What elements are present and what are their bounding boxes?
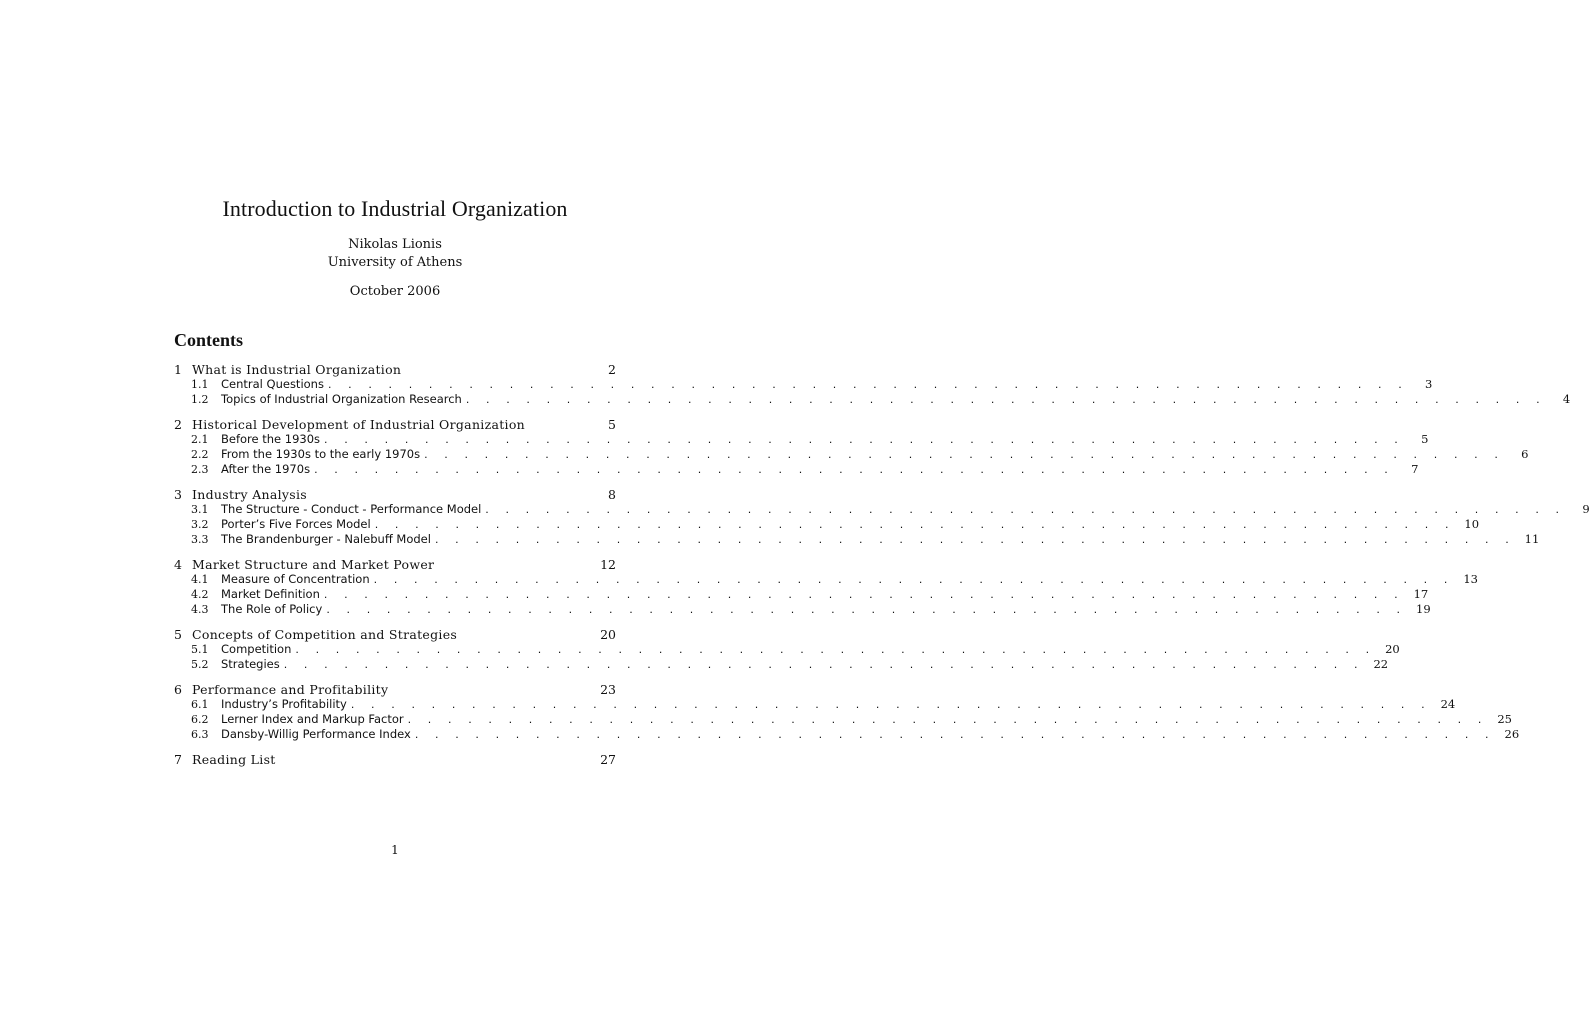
toc-subsection-title: Central Questions [221,377,324,391]
toc-subsection-number: 6.1 [191,698,209,711]
toc-subsection-number: 1.1 [191,378,209,391]
toc-subsection-entry[interactable] [174,602,1431,617]
toc-section [174,487,1590,547]
toc-subsection-title: The Brandenburger - Nalebuff Model [221,532,431,546]
toc-subsection-page: 20 [1385,642,1400,656]
table-of-contents [174,362,1590,777]
toc-section-entry[interactable] [174,557,616,572]
toc-section-number: 7 [174,752,182,767]
dot-leader: . . . . . . . . . . . . . . . . . . . . . . . . . . . . . . . . . . . . . . . . . . . . . . . . . . . . . . [295,643,1376,656]
toc-section-entry[interactable] [174,362,616,377]
toc-subsection-page: 7 [1411,462,1419,476]
toc-subsection-page: 10 [1464,517,1480,531]
toc-section-number: 2 [174,417,182,432]
toc-section [174,752,616,767]
toc-subsection-number: 1.2 [191,393,209,406]
toc-subsection-number: 4.2 [191,588,209,601]
page-number: 1 [391,843,399,857]
toc-subsection-entry[interactable] [174,697,1456,712]
toc-subsection-number: 3.1 [191,503,209,516]
dot-leader: . . . . . . . . . . . . . . . . . . . . . . . . . . . . . . . . . . . . . . . . . . . . . . . . . . . . . . [407,713,1488,726]
toc-subsection-page: 4 [1562,392,1571,406]
toc-section [174,417,1529,477]
toc-section-entry[interactable] [174,417,616,432]
toc-subsection-entry[interactable] [174,432,1429,447]
toc-subsection-entry[interactable] [174,727,1520,742]
toc-section [174,362,1571,407]
toc-section-page: 8 [608,487,616,502]
dot-leader: . . . . . . . . . . . . . . . . . . . . . . . . . . . . . . . . . . . . . . . . . . . . . . . . . . . . . . [373,573,1454,586]
toc-section-page: 27 [600,752,616,767]
document-date: October 2006 [349,284,441,299]
toc-subsection-entry[interactable] [174,462,1419,477]
toc-section-number: 1 [174,362,182,377]
toc-section-title: Historical Development of Industrial Organization [192,417,526,432]
dot-leader: . . . . . . . . . . . . . . . . . . . . . . . . . . . . . . . . . . . . . . . . . . . . . . . . . . . . . . [327,378,1409,391]
toc-section [174,682,1520,742]
toc-subsection-title: Market Definition [221,587,320,601]
toc-subsection-entry[interactable] [174,642,1400,657]
dot-leader: . . . . . . . . . . . . . . . . . . . . . . . . . . . . . . . . . . . . . . . . . . . . . . . . . . . . . . [283,658,1365,671]
toc-subsection-page: 13 [1463,572,1478,586]
toc-subsection-entry[interactable] [174,712,1512,727]
toc-subsection-number: 2.3 [191,463,209,476]
toc-subsection-title: Dansby-Willig Performance Index [221,727,411,741]
dot-leader: . . . . . . . . . . . . . . . . . . . . . . . . . . . . . . . . . . . . . . . . . . . . . . . . . . . . . . [326,603,1407,616]
toc-subsection-title: Measure of Concentration [221,572,370,586]
toc-subsection-title: From the 1930s to the early 1970s [221,447,421,461]
toc-subsection-number: 3.2 [191,518,209,531]
dot-leader: . . . . . . . . . . . . . . . . . . . . . . . . . . . . . . . . . . . . . . . . . . . . . . . . . . . . . . [434,533,1516,546]
toc-section-entry[interactable] [174,627,616,642]
dot-leader: . . . . . . . . . . . . . . . . . . . . . . . . . . . . . . . . . . . . . . . . . . . . . . . . . . . . . . [424,448,1505,461]
toc-subsection-number: 2.1 [191,433,209,446]
toc-subsection-page: 26 [1504,727,1520,741]
toc-subsection-page: 11 [1524,532,1540,546]
toc-subsection-entry[interactable] [174,532,1540,547]
toc-section-page: 23 [600,682,616,697]
toc-subsection-entry[interactable] [174,502,1590,517]
toc-section-title: Performance and Profitability [192,682,389,697]
toc-section-number: 4 [174,557,182,572]
toc-subsection-number: 3.3 [191,533,209,546]
toc-subsection-page: 5 [1421,432,1429,446]
toc-subsection-title: The Role of Policy [221,602,323,616]
toc-subsection-title: Competition [221,642,292,656]
toc-subsection-title: Topics of Industrial Organization Research [221,392,462,406]
toc-section [174,557,1478,617]
toc-section-title: Reading List [192,752,276,767]
document-title: Introduction to Industrial Organization [222,196,568,221]
toc-section-number: 6 [174,682,182,697]
author-name: Nikolas Lionis [348,237,442,252]
toc-subsection-number: 6.3 [191,728,209,741]
toc-subsection-number: 4.1 [191,573,209,586]
toc-section-page: 5 [608,417,616,432]
toc-subsection-title: Porter’s Five Forces Model [221,517,371,531]
toc-section-entry[interactable] [174,752,616,767]
contents-heading: Contents [174,330,244,350]
toc-subsection-title: After the 1970s [221,462,311,476]
toc-subsection-number: 5.1 [191,643,209,656]
toc-subsection-number: 6.2 [191,713,209,726]
toc-subsection-entry[interactable] [174,517,1480,532]
toc-section-number: 5 [174,627,182,642]
dot-leader: . . . . . . . . . . . . . . . . . . . . . . . . . . . . . . . . . . . . . . . . . . . . . . . . . . . . . . [350,698,1432,711]
toc-subsection-title: Lerner Index and Markup Factor [221,712,404,726]
toc-section-page: 2 [608,362,616,377]
toc-subsection-page: 25 [1497,712,1512,726]
toc-subsection-entry[interactable] [174,587,1429,602]
toc-subsection-title: The Structure - Conduct - Performance Model [221,502,482,516]
toc-section-entry[interactable] [174,487,616,502]
toc-subsection-entry[interactable] [174,447,1529,462]
toc-section-title: Market Structure and Market Power [192,557,435,572]
dot-leader: . . . . . . . . . . . . . . . . . . . . . . . . . . . . . . . . . . . . . . . . . . . . . . . . . . . . . . [323,588,1405,601]
toc-section-number: 3 [174,487,182,502]
toc-subsection-title: Before the 1930s [221,432,321,446]
toc-subsection-page: 9 [1582,502,1590,516]
toc-subsection-page: 24 [1440,697,1456,711]
toc-subsection-number: 2.2 [191,448,209,461]
author-affiliation: University of Athens [327,255,463,270]
toc-subsection-title: Strategies [221,657,280,671]
toc-section-title: Industry Analysis [192,487,308,502]
toc-subsection-entry[interactable] [174,392,1571,407]
toc-section-page: 12 [600,557,616,572]
toc-section-entry[interactable] [174,682,616,697]
toc-subsection-page: 6 [1521,447,1529,461]
toc-section-title: What is Industrial Organization [192,362,402,377]
dot-leader: . . . . . . . . . . . . . . . . . . . . . . . . . . . . . . . . . . . . . . . . . . . . . . . . . . . . . . [374,518,1456,531]
toc-section-page: 20 [600,627,616,642]
dot-leader: . . . . . . . . . . . . . . . . . . . . . . . . . . . . . . . . . . . . . . . . . . . . . . . . . . . . . . [485,503,1566,516]
dot-leader: . . . . . . . . . . . . . . . . . . . . . . . . . . . . . . . . . . . . . . . . . . . . . . . . . . . . . . [314,463,1395,476]
toc-subsection-entry[interactable] [174,657,1389,672]
toc-subsection-page: 22 [1373,657,1389,671]
toc-subsection-page: 19 [1416,602,1431,616]
toc-section-title: Concepts of Competition and Strategies [192,627,458,642]
toc-subsection-number: 4.3 [191,603,209,616]
toc-subsection-page: 17 [1413,587,1429,601]
dot-leader: . . . . . . . . . . . . . . . . . . . . . . . . . . . . . . . . . . . . . . . . . . . . . . . . . . . . . . [324,433,1405,446]
dot-leader: . . . . . . . . . . . . . . . . . . . . . . . . . . . . . . . . . . . . . . . . . . . . . . . . . . . . . . [465,393,1547,406]
toc-subsection-entry[interactable] [174,377,1433,392]
dot-leader: . . . . . . . . . . . . . . . . . . . . . . . . . . . . . . . . . . . . . . . . . . . . . . . . . . . . . . [414,728,1496,741]
toc-section [174,627,1400,672]
toc-subsection-entry[interactable] [174,572,1478,587]
toc-subsection-page: 3 [1424,377,1433,391]
toc-subsection-number: 5.2 [191,658,209,671]
toc-subsection-title: Industry’s Profitability [221,697,347,711]
